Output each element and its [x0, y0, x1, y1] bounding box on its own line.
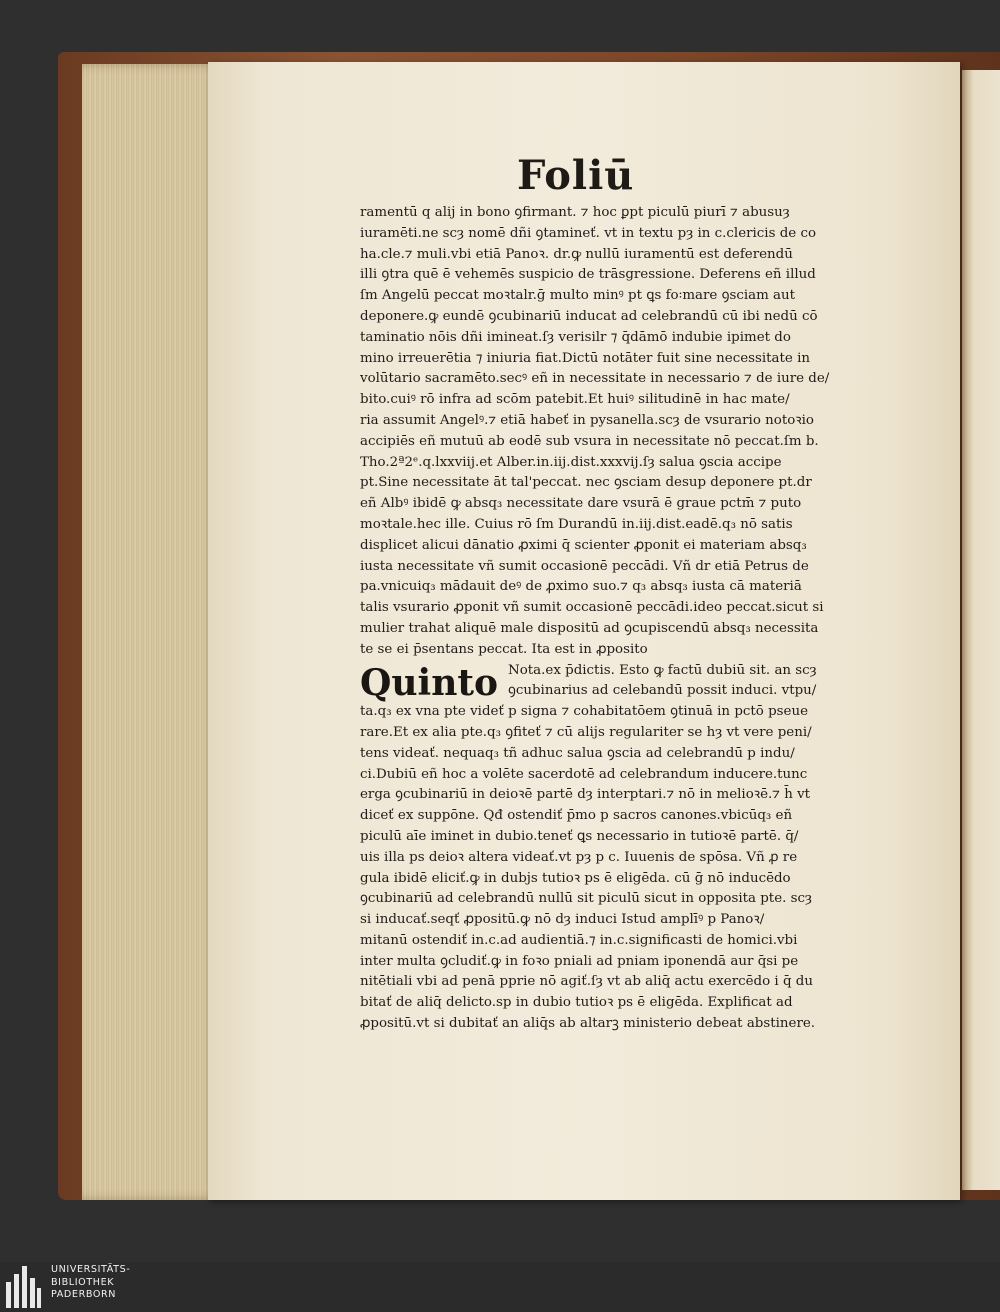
text-line: piculū aīe iminet in dubio.teneť ꝗs necessario in tutioꝛē partē. q̄/ [360, 828, 799, 844]
text-block-after [360, 702, 880, 1035]
text-line: ta.q₃ ex vna pte videť p signa ⁊ cohabitatōem ꝯtinuā in pctō pseue [360, 704, 809, 720]
logo-line: BIBLIOTHEK [51, 1276, 115, 1288]
text-line: ꝓpositū.vt si dubitať an aliq̄s ab altarꝫ ministerio debeat abstinere. [360, 1016, 816, 1032]
text-line: uis illa ps deioꝛ altera videať.vt pȝ p c. Iuuenis de spōsa. Vñ ꝓ re [360, 849, 798, 865]
text-line: accipiēs eñ mutuū ab eodē sub vsura in necessitate nō peccat.ſm b. [360, 433, 819, 449]
text-line: mino irreuerētia ⁊ iniuria fiat.Dictū notāter fuit sine necessitate in [360, 350, 810, 366]
text-line: bitať de aliq̄ delicto.sp in dubio tutioꝛ ps ē eligēda. Explificat ad [360, 995, 793, 1011]
text-line: talis vsurario ꝓponit vñ sumit occasionē peccādi.ideo peccat.sicut si [360, 600, 824, 616]
page-edges [82, 64, 222, 1200]
text-line: ramentū q aliȷ̇ in bono ꝯfirmant. ⁊ hoc ꝑpt piculū piurī ⁊ abusuȝ [360, 205, 790, 220]
text-block-before [360, 203, 880, 661]
text-line: tens videať. nequaq₃ tñ adhuc salua ꝯscia ad celebrandū p indu/ [360, 745, 795, 761]
text-line: mitanū ostendiť in.c.ad audientiā.⁊ in.c.significasti de homici.vbi [360, 932, 798, 948]
text-column [360, 203, 880, 1048]
logo-line: PADERBORN [51, 1289, 117, 1300]
library-logo-text [51, 1264, 130, 1302]
text-line: pt.Sine necessitate āt tal'peccat. nec ꝯsciam desup deponere pt.dr [360, 475, 812, 491]
facing-page-edge [962, 70, 1000, 1190]
text-line: eñ Albꝰ ibidē ꝙ absq₃ necessitate dare vsurā ē graue pctm̄ ⁊ puto [360, 496, 802, 512]
text-line: si inducať.seqť ꝓpositū.ꝙ nō dȝ induci Istud amplīꝰ p Panoꝛ/ [360, 912, 765, 928]
decorated-initial: Quinto [360, 661, 499, 704]
text-line: iuramēti.ne scȝ nomē dñi ꝯtamineť. vt in textu pȝ in c.clericis de co [360, 225, 817, 241]
text-line: ꝯcubinariū ad celebrandū nullū sit piculū sicut in opposita pte. scȝ [360, 891, 812, 907]
text-line: te se ei p̄sentans peccat. Ita est in ꝓposito [360, 641, 648, 657]
text-line: moꝛtale.hec ille. Cuius rō ſm Durandū in.iij.dist.eadē.q₃ nō satis [360, 516, 793, 532]
text-line: deponere.ꝙ eundē ꝯcubinariū inducat ad celebrandū cū ibi nedū cō [360, 308, 818, 324]
folio-header: Foliū [517, 152, 635, 199]
text-line: illi ꝯtra quē ē vehemēs suspicio de trāsgressione. Deferens eñ illud [360, 267, 816, 283]
text-line: bito.cuiꝰ rō infra ad scōm patebit.Et huiꝰ silitudinē in hac mate/ [360, 392, 790, 408]
text-line: volūtario sacramēto.secꝰ eñ in necessitate in necessario ⁊ de iure de/ [360, 371, 830, 387]
text-line: ſm Angelū peccat moꝛtalr.ḡ multo minꝰ pt ꝗs fo꞉mare ꝯsciam aut [360, 288, 796, 304]
text-line: Tho.2ª2ᵉ.q.lxxviij.et Alber.in.iij.dist.xxxvij.ſȝ salua ꝯscia accipe [360, 454, 782, 470]
text-line: ha.cle.⁊ muli.vbi etiā Panoꝛ. dr.ꝙ nullū iuramentū est deferendū [360, 246, 793, 262]
text-line: displicet alicui dānatio ꝓximi q̄ scienter ꝓponit ei materiam absq₃ [360, 537, 807, 553]
text-line: taminatio nōis dñi imineat.ſȝ verisilr ⁊ q̄dāmō indubie ipimet do [360, 329, 791, 345]
library-logo-icon [6, 1266, 42, 1308]
text-line: ꝯcubinarius ad celebandū possit induci. vtpu/ [508, 683, 817, 699]
text-line: gula ibidē eliciť.ꝙ in dubȷ̇s tutioꝛ ps ē eligēda. cū ḡ nō inducēdo [360, 870, 791, 886]
text-line: ria assumit Angelꝰ.⁊ etiā habeť in pysanella.scȝ de vsurario notoꝛio [360, 412, 814, 428]
text-line: Nota.ex p̄dictis. Esto ꝙ factū dubiū sit. an scȝ [508, 662, 817, 678]
text-line: nitētiali vbi ad penā pprie nō agiť.ſȝ vt ab aliq̄ actu exercēdo i q̄ du [360, 974, 813, 990]
initial-paragraph [360, 661, 880, 703]
text-line: rare.Et ex alia pte.q₃ ꝯfiteť ⁊ cū aliȷ̇s regulariter se hȝ vt vere peni/ [360, 724, 812, 740]
text-line: inter multa ꝯcludiť.ꝙ in foꝛo pniali ad pniam iponendā aur q̄si pe [360, 953, 799, 969]
text-line: mulier trahat aliquē male dispositū ad ꝯcupiscendū absq₃ necessita [360, 620, 819, 636]
logo-line: UNIVERSITÄTS- [51, 1264, 131, 1275]
text-line: erga ꝯcubinariū in deioꝛē partē dȝ interptari.⁊ nō in melioꝛē.⁊ h̄ vt [360, 787, 811, 803]
footer-bar [0, 1262, 1000, 1312]
text-line: pa.vnicuiq₃ mādauit deꝰ de ꝓximo suo.⁊ q₃ absq₃ iusta cā materiā [360, 579, 802, 595]
text-line: ci.Dubiū eñ hoc a volēte sacerdotē ad celebrandum inducere.tunc [360, 766, 808, 782]
text-line: iusta necessitate vñ sumit occasionē peccādi. Vñ dr etiā Petrus de [360, 558, 809, 574]
text-line: diceť ex suppōne. Qđ ostendiť p̄mo p sacros canones.vbicūq₃ eñ [360, 808, 793, 824]
